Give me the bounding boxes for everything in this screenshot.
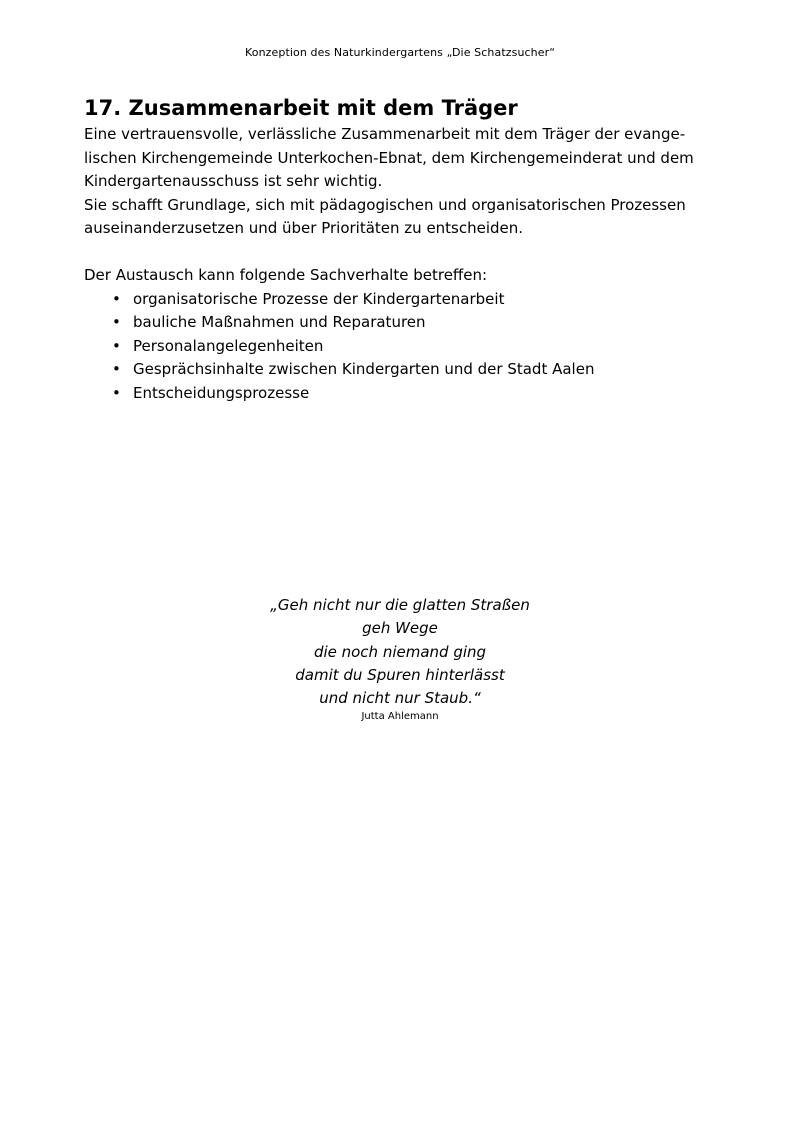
blank-line bbox=[84, 241, 724, 265]
paragraph-line: lischen Kirchengemeinde Unterkochen-Ebnat, dem Kirchengemeinderat und dem bbox=[84, 148, 694, 167]
list-item-text: organisatorische Prozesse der Kindergartenarbeit bbox=[133, 289, 505, 308]
section-title: 17. Zusammenarbeit mit dem Träger bbox=[84, 96, 518, 120]
list-item bbox=[84, 311, 724, 335]
bullet-icon: • bbox=[112, 360, 121, 378]
quote-author: Jutta Ahlemann bbox=[361, 711, 439, 723]
list-item bbox=[84, 358, 724, 382]
list-item-text: Personalangelegenheiten bbox=[133, 336, 324, 355]
quote-line: geh Wege bbox=[362, 619, 438, 638]
bullet-icon: • bbox=[112, 289, 121, 308]
quote-line: „Geh nicht nur die glatten Straßen bbox=[270, 596, 530, 614]
list-item-text: bauliche Maßnahmen und Reparaturen bbox=[133, 313, 426, 331]
quote-line: die noch niemand ging bbox=[313, 642, 487, 661]
quote-block bbox=[0, 594, 800, 724]
paragraph-line: Sie schafft Grundlage, sich mit pädagogischen und organisatorischen Prozessen bbox=[84, 195, 686, 214]
list-item bbox=[84, 335, 724, 359]
paragraph-line: Kindergartenausschuss ist sehr wichtig. bbox=[84, 172, 383, 190]
foundation-paragraph bbox=[84, 194, 724, 241]
quote-line: damit du Spuren hinterlässt bbox=[295, 665, 505, 684]
page-header: Konzeption des Naturkindergartens „Die Schatzsucher“ bbox=[244, 46, 556, 59]
main-content bbox=[84, 93, 724, 405]
paragraph-line: auseinanderzusetzen und über Prioritäten zu entscheiden. bbox=[84, 219, 524, 237]
bullet-icon: • bbox=[112, 313, 121, 331]
bullet-icon: • bbox=[112, 383, 121, 402]
list-item bbox=[84, 382, 724, 406]
list-item-text: Gesprächsinhalte zwischen Kindergarten und der Stadt Aalen bbox=[133, 360, 595, 378]
bullet-icon: • bbox=[112, 336, 121, 355]
list-intro: Der Austausch kann folgende Sachverhalte betreffen: bbox=[84, 266, 488, 284]
list-item bbox=[84, 288, 724, 312]
topics-list bbox=[84, 288, 724, 406]
list-item-text: Entscheidungsprozesse bbox=[133, 383, 310, 402]
paragraph-line: Eine vertrauensvolle, verlässliche Zusammenarbeit mit dem Träger der evange- bbox=[84, 125, 686, 143]
intro-paragraph bbox=[84, 123, 724, 194]
quote-line: und nicht nur Staub.“ bbox=[319, 689, 481, 708]
